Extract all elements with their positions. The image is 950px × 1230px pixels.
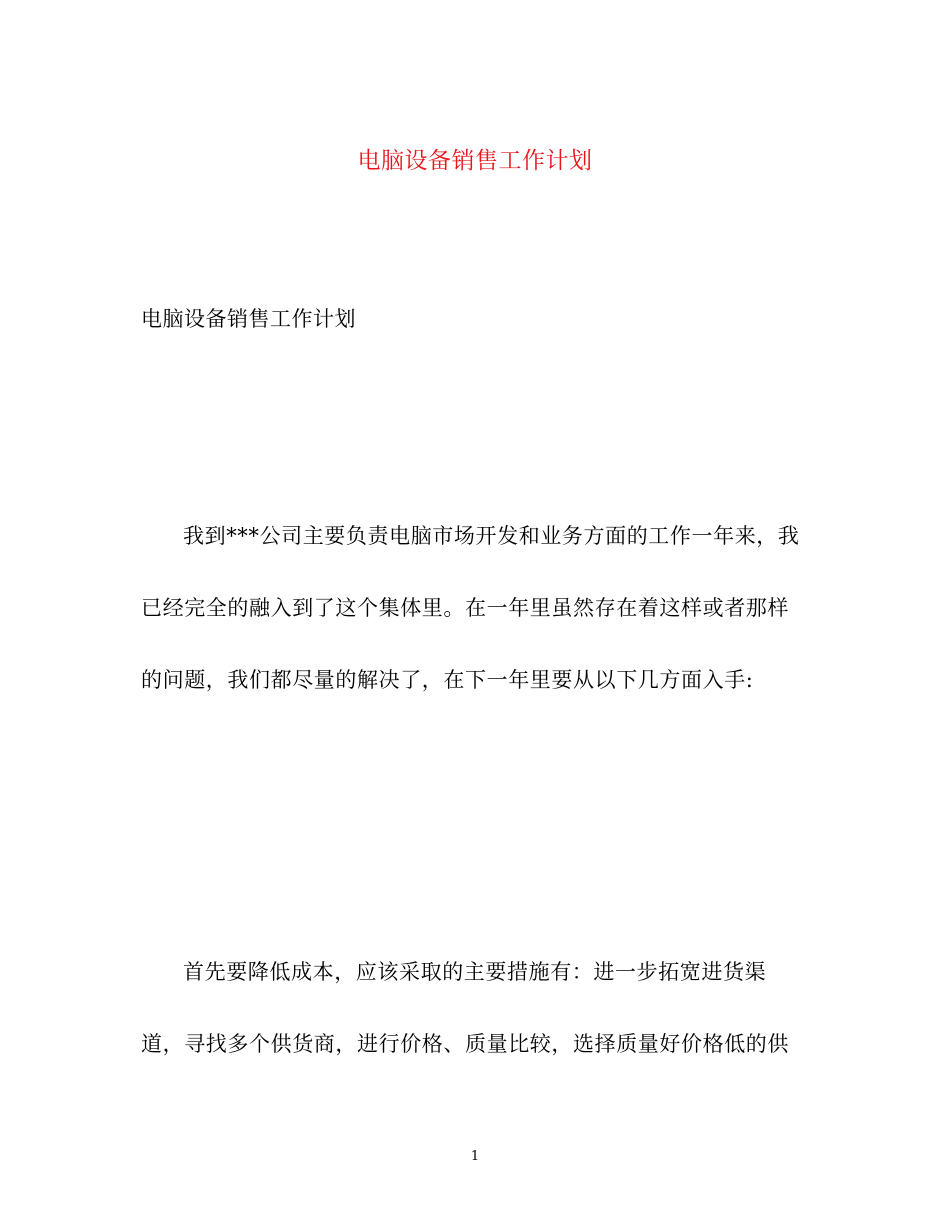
paragraph-line: 的问题，我们都尽量的解决了，在下一年里要从以下几方面入手: [141, 668, 754, 692]
paragraph-line: 首先要降低成本，应该采取的主要措施有：进一步拓宽进货渠 [183, 960, 767, 984]
page-number: 1 [470, 1149, 480, 1164]
document-title: 电脑设备销售工作计划 [357, 148, 593, 174]
paragraph-line: 已经完全的融入到了这个集体里。在一年里虽然存在着这样或者那样 [141, 596, 789, 620]
paragraph-line: 道，寻找多个供货商，进行价格、质量比较，选择质量好价格低的供 [141, 1032, 789, 1056]
paragraph-line: 我到***公司主要负责电脑市场开发和业务方面的工作一年来，我 [183, 524, 800, 548]
document-subtitle: 电脑设备销售工作计划 [141, 307, 356, 331]
